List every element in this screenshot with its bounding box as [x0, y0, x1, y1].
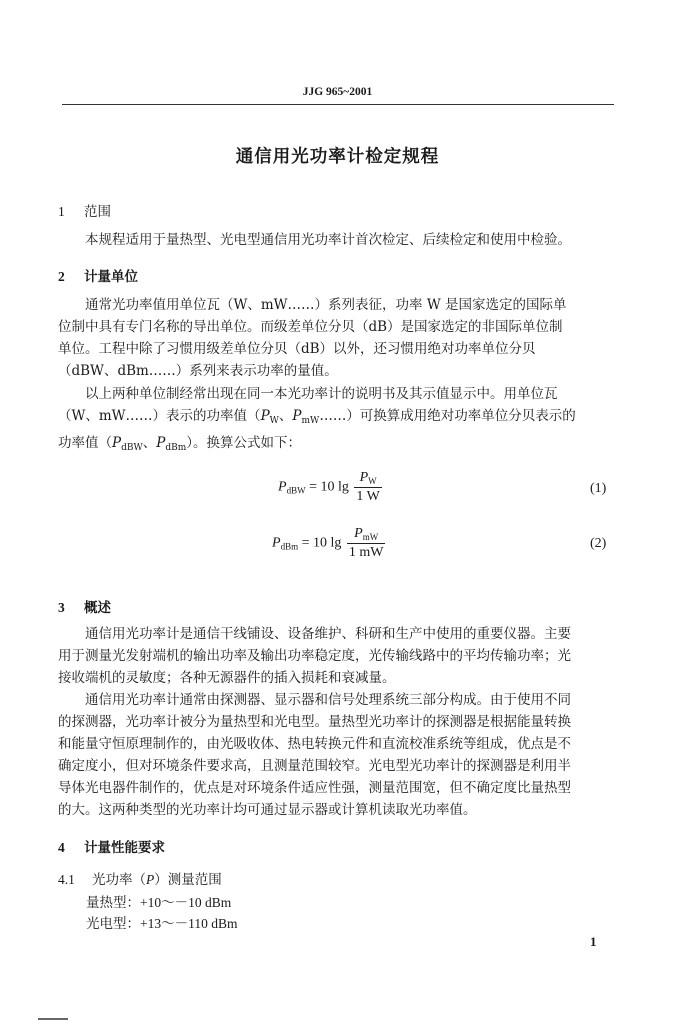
section-2-paragraph-2: [58, 383, 613, 459]
paragraph-line: 的大。这两种类型的光功率计均可通过显示器或计算机读取光功率值。: [58, 802, 477, 818]
text-run: （W、mW……）表示的功率值（: [58, 408, 261, 424]
range-value: +13～－110 dBm: [140, 916, 238, 931]
paragraph-line: 通信用光功率计通常由探测器、显示器和信号处理系统三部分构成。由于使用不同: [85, 692, 571, 708]
paragraph-line: 通常光功率值用单位瓦（W、mW……）系列表征，功率 W 是国家选定的国际单: [85, 297, 567, 313]
formula-subscript: dBW: [286, 485, 306, 496]
symbol-P: P: [260, 408, 270, 424]
text-run: ）。换算公式如下：: [186, 435, 301, 451]
range-value: +10～－10 dBm: [140, 895, 232, 910]
section-1-number: 1: [58, 204, 65, 219]
symbol-P: P: [112, 435, 122, 451]
symbol-P: P: [292, 408, 302, 424]
formula-1-number: (1): [590, 481, 607, 496]
header-rule: [62, 104, 614, 105]
page-number: 1: [590, 934, 597, 949]
paragraph-line: 位制中具有专门名称的导出单位。而级差单位分贝（dB）是国家选定的非国际单位制: [58, 319, 563, 335]
formula-symbol: P: [272, 535, 281, 551]
section-3-number: 3: [58, 600, 65, 615]
formula-fraction: [347, 526, 386, 561]
subscript: dBW: [121, 443, 143, 453]
formula-1: [278, 470, 382, 505]
section-4-number: 4: [58, 840, 65, 855]
text-run: 光功率（: [92, 872, 146, 888]
subscript: mW: [301, 416, 320, 426]
document-title: 通信用光功率计检定规程: [235, 147, 440, 167]
subscript: dBm: [165, 443, 187, 453]
section-2-paragraph-1: [58, 294, 613, 382]
text-run: ……）可换算成用绝对功率单位分贝表示的: [319, 408, 576, 424]
symbol-P: P: [156, 435, 166, 451]
section-4-title: 计量性能要求: [84, 840, 165, 856]
section-3-heading: [58, 596, 111, 616]
paragraph-line: 接收端机的灵敏度；各种无源器件的插入损耗和衰减量。: [58, 670, 396, 686]
formula-symbol: P: [354, 526, 363, 541]
paragraph-line: 确定度小，但对环境条件要求高，且测量范围较窄。光电型光功率计的探测器是利用半: [58, 758, 571, 774]
fraction-denominator: 1 mW: [348, 545, 384, 560]
paragraph-line: 导体光电器件制作的，优点是对环境条件适应性强，测量范围宽，但不确定度比量热型: [58, 780, 571, 796]
formula-subscript: dBm: [280, 541, 299, 552]
text-run: ）测量范围: [154, 872, 222, 888]
symbol-P: P: [146, 872, 155, 887]
separator: 、: [142, 435, 157, 451]
section-2-title: 计量单位: [84, 269, 138, 285]
subsection-4-1-heading: [58, 868, 222, 888]
formula-fraction: [354, 470, 381, 505]
fraction-numerator: [358, 470, 379, 487]
range-item-calorimetric: [86, 891, 231, 911]
paragraph-line: [58, 432, 613, 459]
paragraph-line: 本规程适用于量热型、光电型通信用光功率计首次检定、后续检定和使用中检验。: [85, 232, 571, 248]
paragraph-line: （dBW、dBm……）系列来表示功率的量值。: [58, 363, 338, 379]
paragraph-line: 以上两种单位制经常出现在同一本光功率计的说明书及其示值显示中。用单位瓦: [85, 386, 558, 402]
formula-symbol: P: [278, 479, 287, 495]
formula-subscript: W: [368, 476, 377, 486]
document-code-header: JJG 965~2001: [302, 86, 373, 98]
fraction-numerator: [352, 526, 380, 543]
paragraph-line: 的探测器，光功率计被分为量热型和光电型。量热型光功率计的探测器是根据能量转换: [58, 714, 571, 730]
section-4-heading: [58, 836, 165, 856]
separator: 、: [278, 408, 293, 424]
text-run: 功率值（: [58, 435, 112, 451]
section-2-heading: [58, 265, 138, 285]
formula-symbol: P: [359, 470, 369, 485]
paragraph-line: 用于测量光发射端机的输出功率及输出功率稳定度，光传输线路中的平均传输功率；光: [58, 648, 571, 664]
section-3-paragraph-1: [58, 623, 613, 689]
section-2-number: 2: [58, 269, 65, 284]
section-1-heading: [58, 200, 111, 220]
formula-operator: = 10 lg: [305, 479, 349, 495]
section-3-title: 概述: [84, 600, 111, 616]
fraction-denominator: 1 W: [356, 489, 380, 504]
paragraph-line: 单位。工程中除了习惯用级差单位分贝（dB）以外，还习惯用绝对功率单位分贝: [58, 341, 536, 357]
formula-2: [272, 526, 385, 561]
paragraph-line: [58, 405, 613, 432]
formula-subscript: mW: [362, 532, 379, 542]
section-1-paragraph: [58, 229, 613, 251]
section-3-paragraph-2: [58, 689, 613, 821]
range-label: 量热型：: [86, 895, 140, 911]
scan-mark: [38, 1018, 68, 1020]
paragraph-line: 通信用光功率计是通信干线铺设、设备维护、科研和生产中使用的重要仪器。主要: [85, 626, 571, 642]
section-1-title: 范围: [84, 204, 111, 220]
range-label: 光电型：: [86, 916, 140, 932]
formula-2-number: (2): [590, 536, 607, 551]
paragraph-line: 和能量守恒原理制作的，由光吸收体、热电转换元件和直流校准系统等组成，优点是不: [58, 736, 571, 752]
range-item-photoelectric: [86, 912, 238, 932]
subscript: W: [269, 416, 279, 426]
subsection-4-1-number: 4.1: [58, 872, 75, 887]
formula-operator: = 10 lg: [298, 535, 342, 551]
